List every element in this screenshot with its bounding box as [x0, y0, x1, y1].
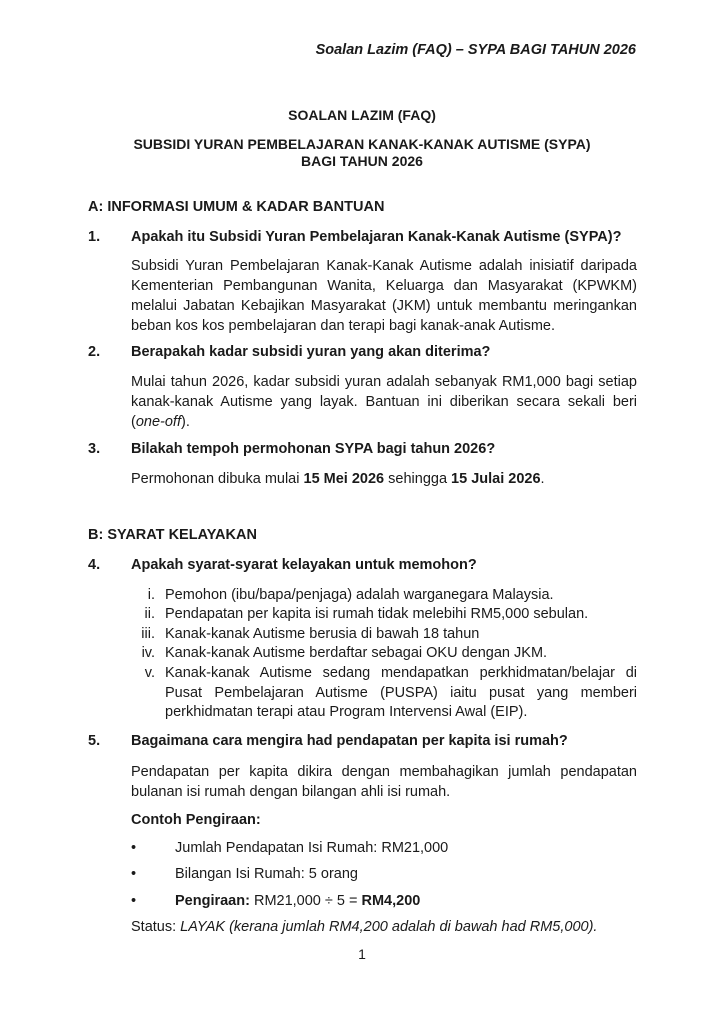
- bullet-icon: •: [131, 893, 137, 909]
- question-4-text: Apakah syarat-syarat kelayakan untuk memohon?: [131, 557, 477, 573]
- question-5-number: 5.: [88, 733, 101, 749]
- example-heading: Contoh Pengiraan:: [131, 812, 261, 828]
- page-number: 1: [358, 946, 366, 962]
- list-item-number: iv.: [141, 645, 155, 661]
- document-title: SOALAN LAZIM (FAQ): [288, 107, 436, 123]
- answer-2: [131, 372, 637, 432]
- document-subtitle-line-1: SUBSIDI YURAN PEMBELAJARAN KANAK-KANAK AUTISME (SYPA): [133, 136, 591, 152]
- answer-1: Subsidi Yuran Pembelajaran Kanak-Kanak Autisme adalah inisiatif daripada Kementerian Pembangunan Wanita, Keluarga dan Masyarakat (KPWKM) melalui Jabatan Kebajikan Masyarakat (JKM) untuk membantu meringankan beban kos kos pembelajaran dan terapi bagi kanak-anak Autisme.: [131, 258, 637, 334]
- question-2-number: 2.: [88, 344, 101, 360]
- question-1-text: Apakah itu Subsidi Yuran Pembelajaran Kanak-Kanak Autisme (SYPA)?: [131, 229, 622, 245]
- section-b-heading: B: SYARAT KELAYAKAN: [88, 527, 257, 543]
- list-item-number: iii.: [141, 626, 155, 642]
- answer-3-pre: Permohonan dibuka mulai: [131, 471, 304, 487]
- question-1-number: 1.: [88, 229, 101, 245]
- question-3-number: 3.: [88, 441, 101, 457]
- page-header: Soalan Lazim (FAQ) – SYPA BAGI TAHUN 2026: [315, 42, 636, 58]
- list-item-number: i.: [147, 587, 155, 603]
- answer-3: [131, 469, 637, 489]
- section-a-heading: A: INFORMASI UMUM & KADAR BANTUAN: [88, 199, 385, 215]
- answer-3-end: .: [540, 471, 545, 487]
- list-item-text: Kanak-kanak Autisme berdaftar sebagai OKU dengan JKM.: [165, 645, 548, 661]
- answer-3-mid: sehingga: [384, 471, 452, 487]
- answer-2-italic: one-off: [135, 414, 181, 430]
- status-text: LAYAK (kerana jumlah RM4,200 adalah di bawah had RM5,000).: [180, 919, 598, 935]
- bullet-text: Bilangan Isi Rumah: 5 orang: [175, 866, 358, 882]
- list-item-text: Kanak-kanak Autisme berusia di bawah 18 tahun: [165, 626, 480, 642]
- list-item-number: ii.: [144, 606, 155, 622]
- answer-2-end: ).: [181, 414, 190, 430]
- question-5-text: Bagaimana cara mengira had pendapatan per kapita isi rumah?: [131, 733, 568, 749]
- question-2-text: Berapakah kadar subsidi yuran yang akan diterima?: [131, 344, 491, 360]
- bullet-text: [175, 891, 420, 911]
- bullet-icon: •: [131, 840, 137, 856]
- answer-2-main: Mulai tahun 2026, kadar subsidi yuran adalah sebanyak RM1,000 bagi setiap kanak-kanak Autisme yang layak. Bantuan ini diberikan secara sekali beri (: [131, 374, 637, 430]
- bullet-text: Jumlah Pendapatan Isi Rumah: RM21,000: [175, 840, 449, 856]
- list-item-number: v.: [144, 665, 155, 681]
- bullet-icon: •: [131, 866, 137, 882]
- calc-label: Pengiraan:: [175, 893, 250, 909]
- answer-3-date-end: 15 Julai 2026: [451, 471, 541, 487]
- status-line: [131, 917, 637, 937]
- document-subtitle-line-2: BAGI TAHUN 2026: [301, 153, 423, 169]
- list-item-text: Pendapatan per kapita isi rumah tidak melebihi RM5,000 sebulan.: [165, 606, 589, 622]
- question-3-text: Bilakah tempoh permohonan SYPA bagi tahun 2026?: [131, 441, 496, 457]
- answer-5: Pendapatan per kapita dikira dengan membahagikan jumlah pendapatan bulanan isi rumah dengan bilangan ahli isi rumah.: [131, 764, 637, 800]
- calc-result: RM4,200: [361, 893, 421, 909]
- answer-3-date-start: 15 Mei 2026: [303, 471, 385, 487]
- list-item-text: Pemohon (ibu/bapa/penjaga) adalah warganegara Malaysia.: [165, 587, 554, 603]
- status-label: Status:: [131, 919, 181, 935]
- question-4-number: 4.: [88, 557, 101, 573]
- list-item-text: Kanak-kanak Autisme sedang mendapatkan perkhidmatan/belajar di Pusat Pembelajaran Autisme (PUSPA) iaitu pusat yang memberi perkhidmatan terapi atau Program Intervensi Awal (EIP).: [165, 665, 637, 721]
- calc-expression: RM21,000 ÷ 5 =: [249, 893, 362, 909]
